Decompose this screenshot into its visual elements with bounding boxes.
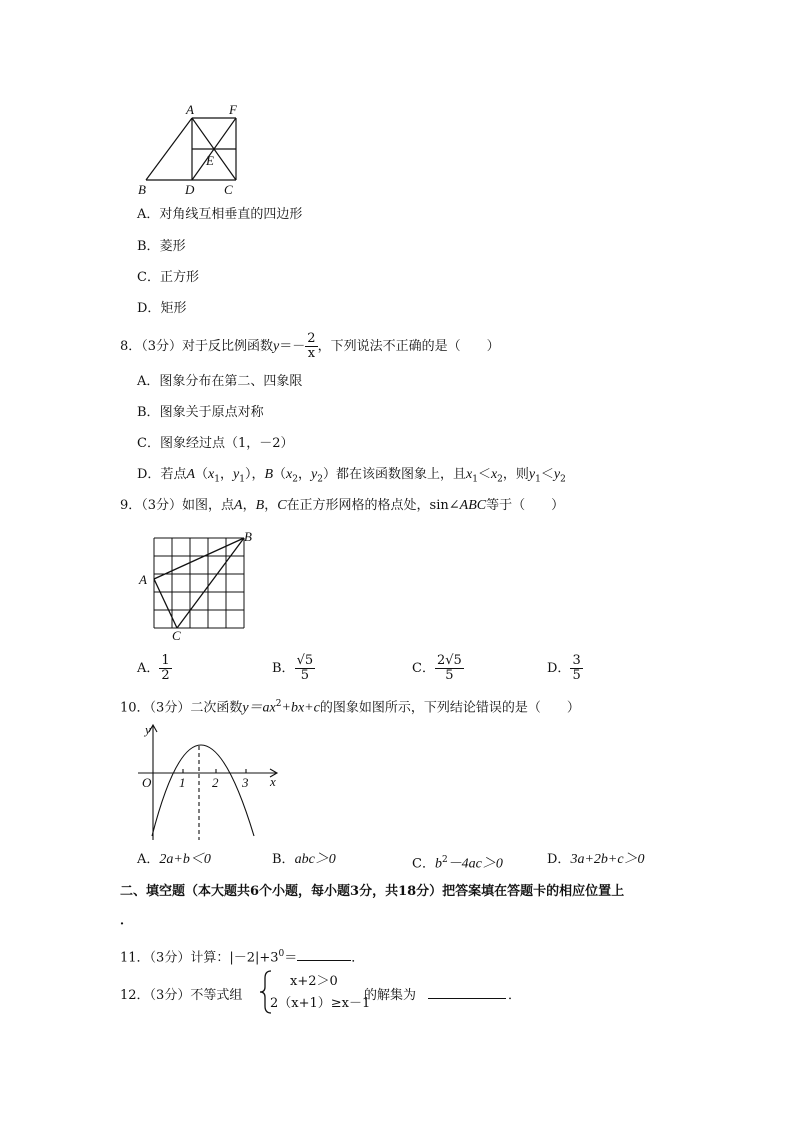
q10-option-c: C．$b^2-4ac>0$ [412,855,503,872]
label-C: C [224,182,233,196]
q10-option-d: D．3a+2b+c＞0 [547,852,645,867]
q7-option-b: B．菱形 [137,239,186,254]
q11-stem: 11．（3分）计算：$|-2|+3^0=$ ． [120,949,365,966]
q10-option-b: B．abc＞0 [272,852,336,867]
q11-answer-blank[interactable] [297,948,351,961]
q9-option-c: C． $\frac{2√5}{5}$ [412,653,462,683]
tick-label-2: 2 [212,775,219,790]
q10-stem: 10．（3分）二次函数$y=ax^2+bx+c$的图象如图所示，下列结论错误的是（ ） [120,699,580,716]
q7-option-a: A．对角线互相垂直的四边形 [137,207,303,222]
label-A: A [186,102,194,117]
label-F: F [229,102,237,117]
q10-option-a: A．2a+b＜0 [137,852,211,867]
tick-label-1: 1 [179,775,186,790]
q8-stem: 8．（3分）对于反比例函数y＝－ $\frac{2}{x}$ ，下列说法不正确的是（ ） [120,331,500,361]
label-C: C [172,628,181,642]
q10-parabola-figure [136,720,286,842]
axis-label-x: x [270,774,276,789]
q8-fraction: $\frac{2}{x}$ [307,331,316,361]
label-E: E [206,153,214,168]
section-2-title: 二、填空题（本大题共6个小题，每小题3分，共18分）把答案填在答题卡的相应位置上 [120,884,625,899]
q9-option-a: A． $\frac{1}{2}$ [137,653,170,683]
axis-label-y: y [145,722,151,737]
section-2-title-end: ． [120,913,134,928]
q7-option-c: C．正方形 [137,270,199,285]
tick-label-3: 3 [242,775,249,790]
q8-option-b: B．图象关于原点对称 [137,405,264,420]
q7-option-d: D．矩形 [137,301,187,316]
q8-option-d: D．若点$A(x_1$，$y_1$），$B(x_2$，$y_2$）都在该函数图象上，且$x_1<x_2$，则$y_1<y_2$ [137,467,566,485]
q9-option-d: D． $\frac{3}{5}$ [547,653,581,683]
q8-option-c: C．图象经过点（1，－2） [137,436,294,451]
label-B: B [244,529,252,544]
q9-stem: 9．（3分）如图，点A，B，C在正方形网格的格点处，sin∠ABC等于（ ） [120,498,565,513]
origin-label: O [142,775,152,790]
label-A: A [139,572,147,587]
label-B: B [138,182,146,196]
label-D: D [185,182,195,196]
q8-option-a: A．图象分布在第二、四象限 [137,374,303,389]
q12-answer-blank[interactable] [428,986,506,999]
q9-grid-figure [136,528,260,642]
q9-option-b: B． $\frac{√5}{5}$ [272,653,314,683]
q7-figure [136,100,248,196]
